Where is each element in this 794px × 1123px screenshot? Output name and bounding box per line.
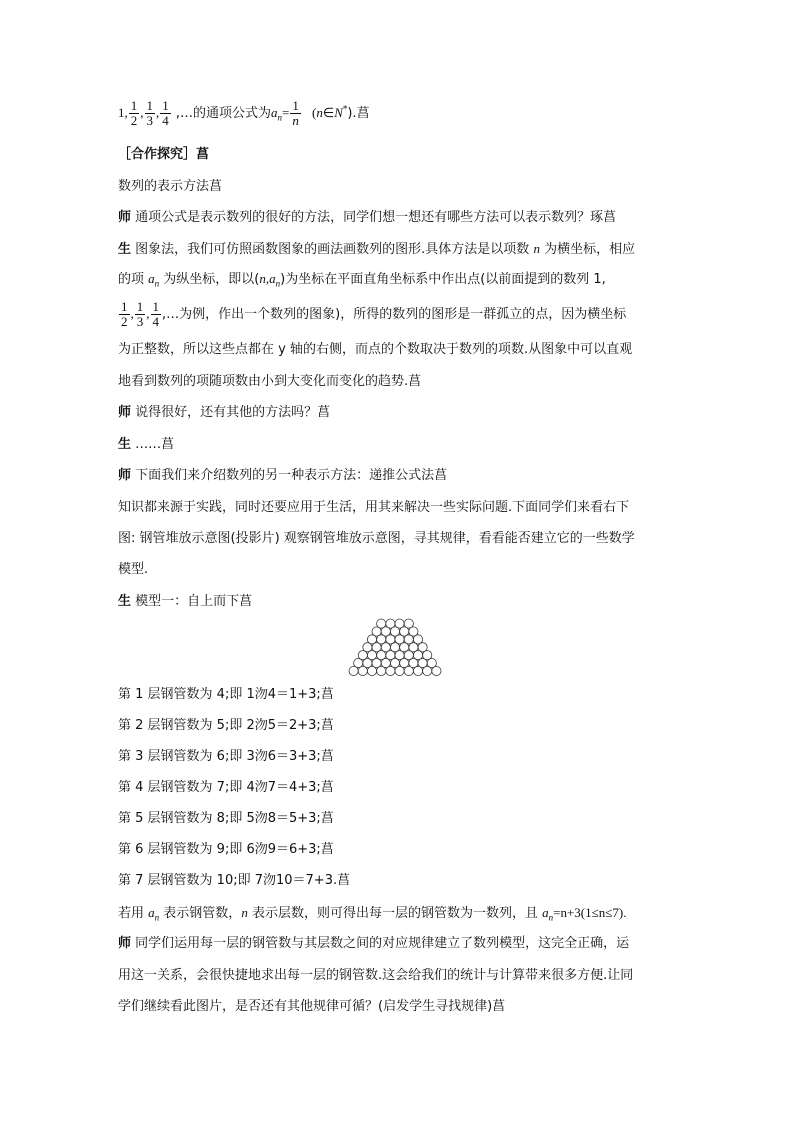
fraction-half: $\frac{1}{2}$ (130, 98, 138, 128)
heading-cooperative-inquiry: ［合作探究］菖 (118, 147, 210, 162)
pipe-stack-diagram (348, 618, 448, 678)
student-line-6: 生 ……菖 (118, 437, 175, 452)
student-line-7: 生 模型一：自上而下菖 (118, 594, 253, 609)
pipe-circle (432, 666, 441, 675)
layer-line-5: 第 5 层钢管数为 8;即 5沕8＝5+3;菖 (118, 811, 334, 826)
formula-line: 1, $\frac{1}{2}$ , $\frac{1}{3}$ , $\frac{1}{4}$ ,…的通项公式为$a_n=$ $\frac{1}{n}$ (n∈N*).菖 (118, 98, 370, 128)
summary-line: 若用 $a_n$ 表示钢管数，n 表示层数，则可得出每一层的钢管数为一数列，且 $a_n=n+3(1\le n\le 7)$. (118, 905, 627, 923)
pipe-circle (386, 666, 395, 675)
paragraph-line-3: 模型. (118, 562, 149, 577)
formula-prefix: 1, (118, 105, 128, 120)
pipe-circle (423, 666, 432, 675)
fraction-quarter: $\frac{1}{4}$ (162, 98, 169, 128)
teacher-line-3: 师 下面我们来介绍数列的另一种表示方法：递推公式法菖 (118, 468, 448, 483)
teacher-line-4: 师 同学们运用每一层的钢管数与其层数之间的对应规律建立了数列模型，这完全正确，运 (118, 936, 630, 951)
teacher-line-5: 用这一关系，会很快捷地求出每一层的钢管数.这会给我们的统计与计算带来很多方便.让同 (118, 968, 634, 983)
layer-line-2: 第 2 层钢管数为 5;即 2沕5＝2+3;菖 (118, 718, 334, 733)
layer-line-4: 第 4 层钢管数为 7;即 4沕7＝4+3;菖 (118, 780, 334, 795)
teacher-line-1: 师 通项公式是表示数列的很好的方法，同学们想一想还有哪些方法可以表示数列？琢菖 (118, 210, 617, 225)
fraction-one-over-n: $\frac{1}{n}$ (292, 98, 299, 128)
layer-line-3: 第 3 层钢管数为 6;即 3沕6＝3+3;菖 (118, 749, 334, 764)
pipe-circle (377, 666, 386, 675)
layer-line-1: 第 1 层钢管数为 4;即 1沕4＝1+3;菖 (118, 687, 334, 702)
student-line-1: 生 图象法，我们可仿照函数图象的画法画数列的图形.具体方法是以项数 n 为横坐标，相应 (118, 241, 636, 257)
teacher-line-2: 师 说得很好，还有其他的方法吗？菖 (118, 405, 331, 420)
heading-representation: 数列的表示方法菖 (118, 179, 223, 194)
formula-text: ,…的通项公式为 (175, 106, 272, 121)
pipe-circle (358, 666, 367, 675)
pipe-circle (404, 666, 413, 675)
student-line-3: $\frac{1}{2}$ , $\frac{1}{3}$ , $\frac{1}{4}$ ,…为例，作出一个数列的图象)，所得的数列的图形是一群孤立的点，因为横坐标 (121, 299, 627, 329)
layer-line-7: 第 7 层钢管数为 10;即 7沕10＝7+3.菖 (118, 873, 351, 888)
paragraph-line-1: 知识都来源于实践，同时还要应用于生活，用其来解决一些实际问题.下面同学们来看右下 (118, 500, 630, 515)
speaker-teacher: 师 (118, 210, 132, 225)
pipe-circle (413, 666, 422, 675)
fraction-third: $\frac{1}{3}$ (146, 98, 153, 128)
student-line-2: 的项 $a_n$ 为纵坐标，即以$(n,a_n)$为坐标在平面直角坐标系中作出点(以前面提到的数列 1, (118, 271, 606, 289)
layer-line-6: 第 6 层钢管数为 9;即 6沕9＝6+3;菖 (118, 842, 334, 857)
speaker-student: 生 (118, 242, 132, 257)
pipe-circle (367, 666, 376, 675)
pipe-circle (395, 666, 404, 675)
pipe-circle (349, 666, 358, 675)
teacher-line-6: 学们继续看此图片，是否还有其他规律可循？(启发学生寻找规律)菖 (118, 999, 506, 1014)
student-line-4: 为正整数，所以这些点都在 y 轴的右侧，而点的个数取决于数列的项数.从图象中可以直观 (118, 342, 633, 357)
student-line-5: 地看到数列的项随项数由小到大变化而变化的趋势.菖 (118, 374, 422, 389)
paragraph-line-2: 图: 钢管堆放示意图(投影片) 观察钢管堆放示意图，寻其规律，看看能否建立它的一些数学 (118, 531, 635, 546)
